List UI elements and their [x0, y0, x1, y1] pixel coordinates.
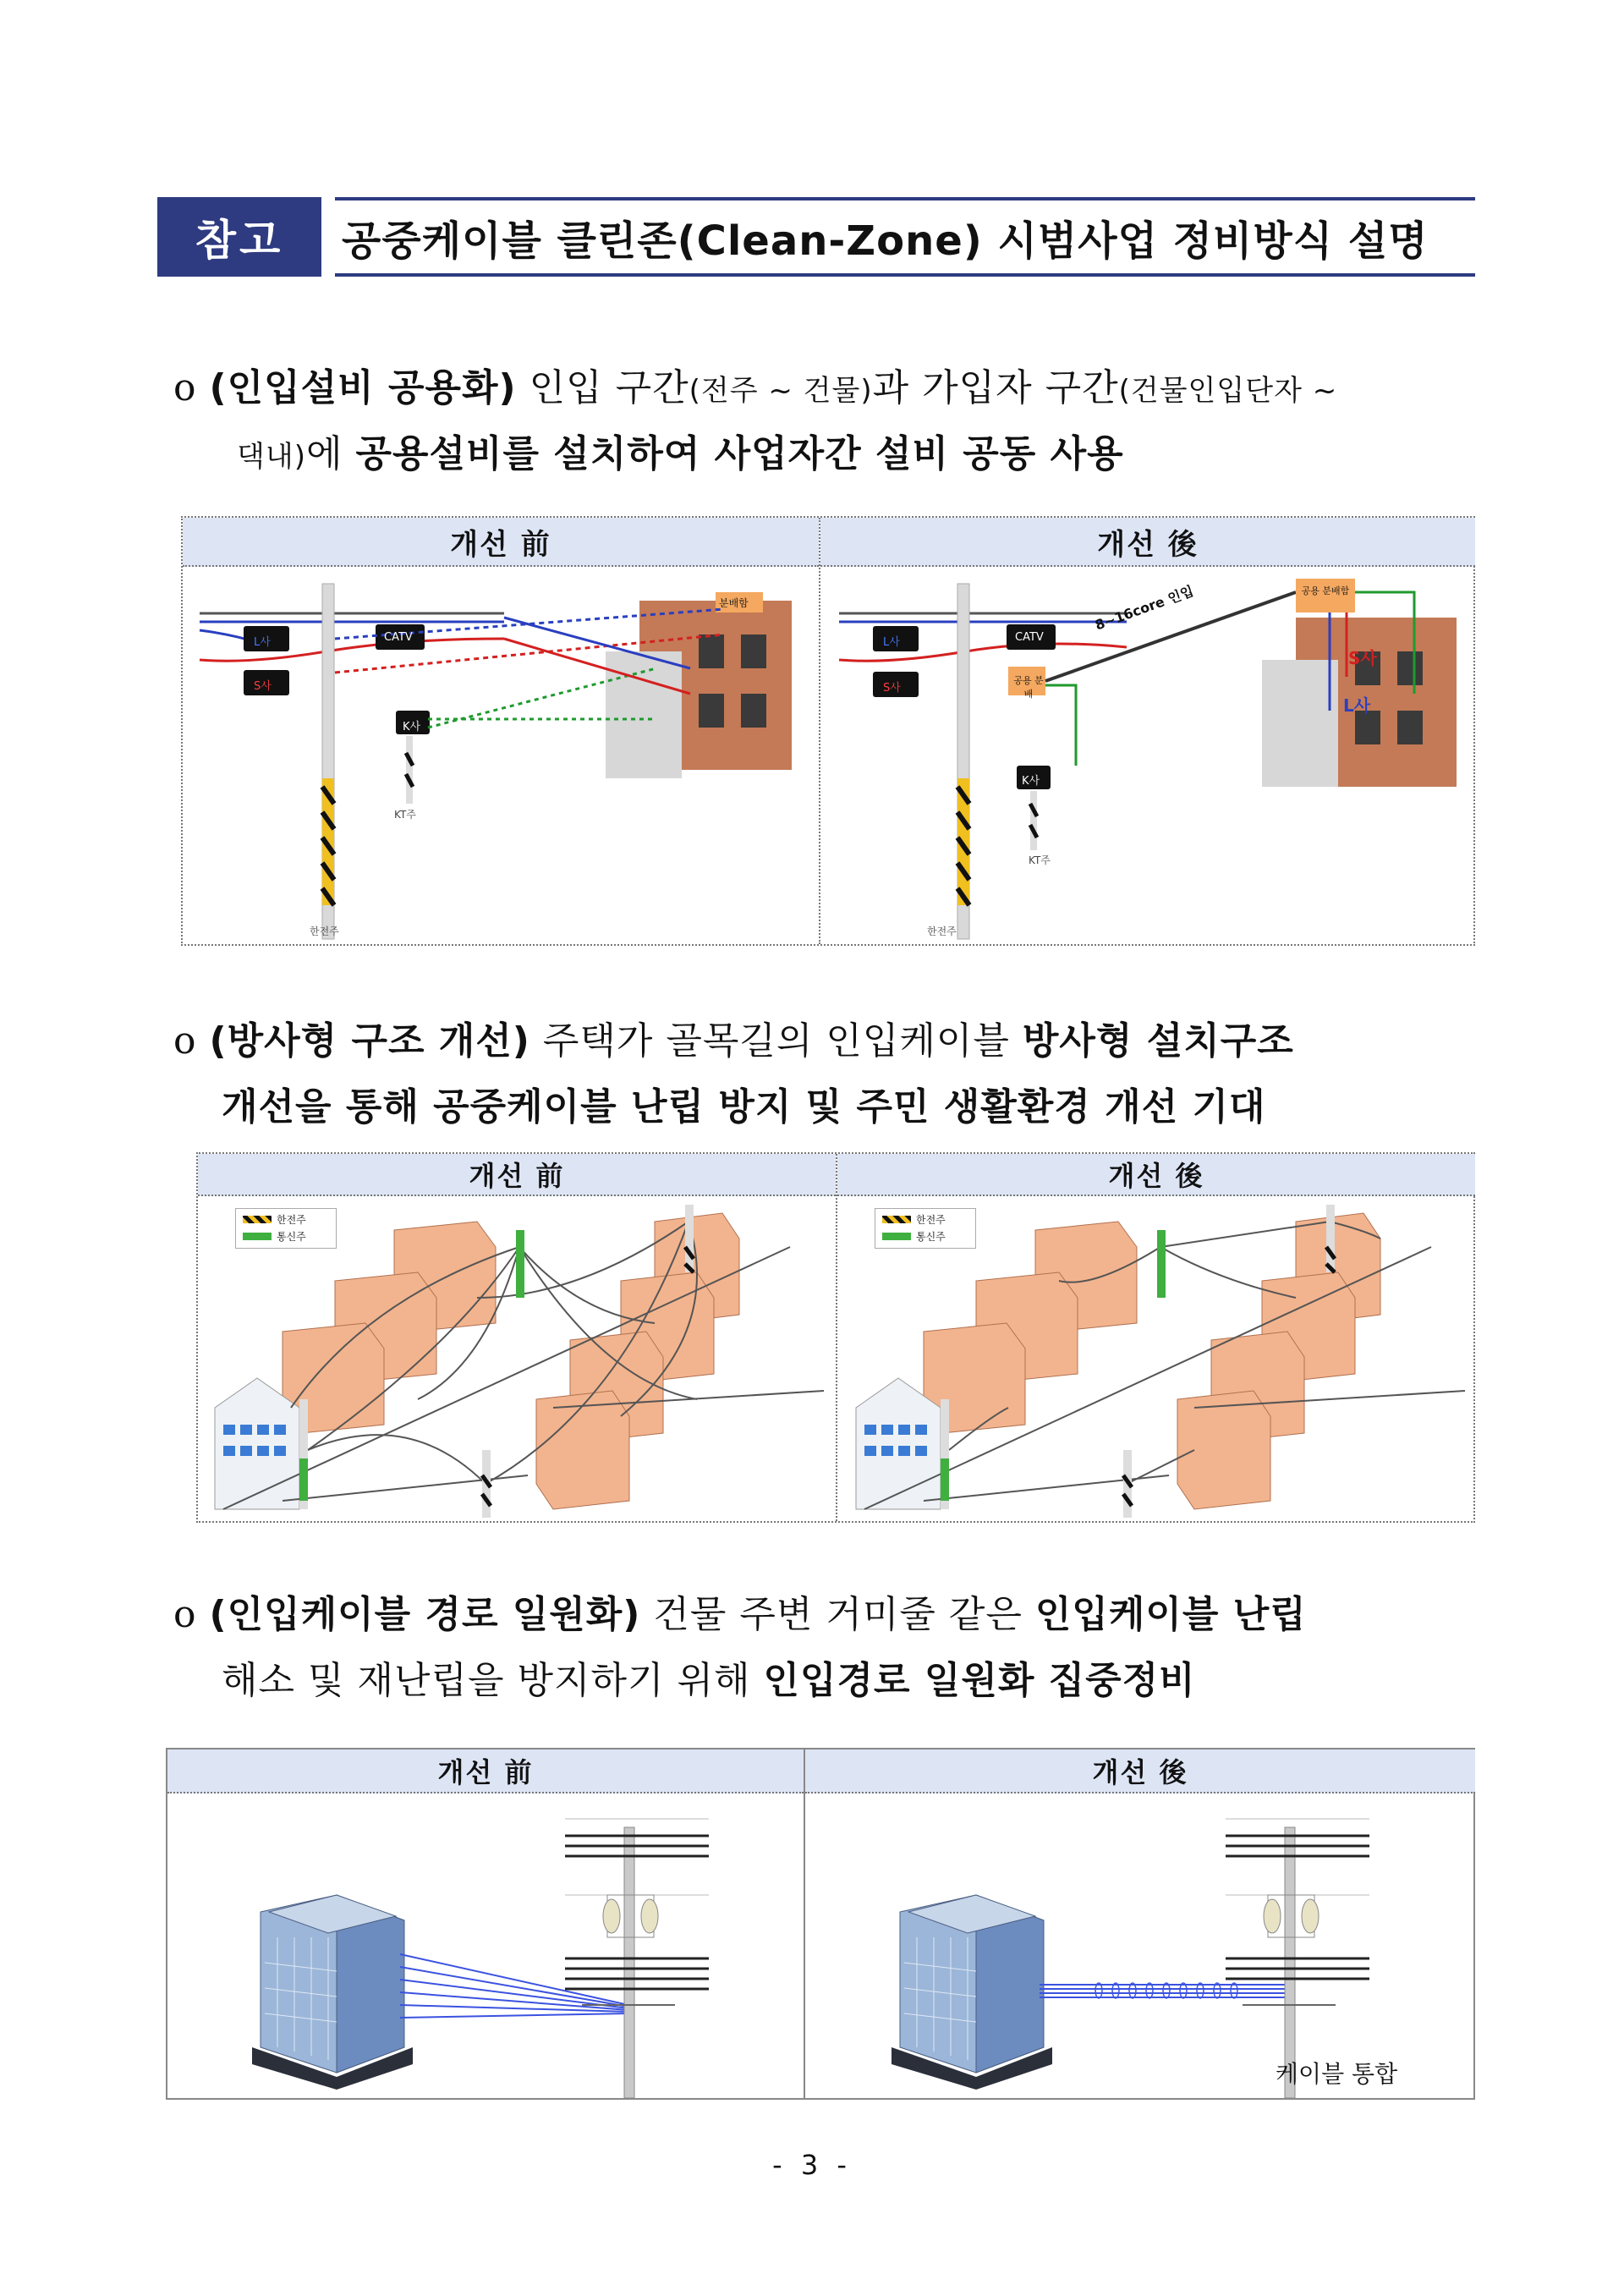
- legend-label: 한전주: [916, 1214, 946, 1226]
- section-3-line-1: [173, 1582, 1476, 1648]
- section-text: 해소 및 재난립을 방지하기 위해: [222, 1659, 751, 1702]
- before-header: 개선 前: [198, 1154, 836, 1196]
- after-illustration-street: [839, 1196, 1475, 1521]
- legend-label: 한전주: [277, 1214, 306, 1226]
- diagram-label: 공용 분배: [1013, 675, 1044, 700]
- section-heading: (방사형 구조 개선): [209, 1019, 530, 1063]
- section-text: 주택가 골목길의 인입케이블: [542, 1019, 1010, 1063]
- section-note: (건물인입단자 ~: [1118, 374, 1338, 408]
- page-title-text: 공중케이블 클린존(Clean-Zone) 시범사업 정비방식 설명: [342, 217, 1429, 265]
- figure-caption: 케이블 통합: [1276, 2060, 1398, 2088]
- diagram-label: L사: [883, 636, 900, 649]
- diagram-label: 한전주: [310, 926, 339, 937]
- after-header: 개선 後: [837, 1154, 1475, 1196]
- diagram-label: L사: [254, 636, 271, 649]
- diagram-label: L사: [1343, 695, 1371, 716]
- diagram-label: S사: [1348, 648, 1377, 668]
- section-note: (전주 ~ 건물): [689, 374, 873, 408]
- after-header: 개선 後: [805, 1749, 1475, 1793]
- section-2-line-1: [173, 1008, 1476, 1074]
- section-note: 댁내): [237, 440, 306, 474]
- reference-badge: 참고: [157, 197, 321, 277]
- diagram-label: S사: [883, 682, 901, 695]
- section-emphasis: 공용설비를 설치하여 사업자간 설비 공동 사용: [355, 432, 1124, 475]
- section-text: 인입 구간: [529, 366, 689, 409]
- before-header: 개선 前: [167, 1749, 804, 1793]
- diagram-label: 분배함: [719, 597, 749, 609]
- diagram-label: 공용 분배함: [1301, 585, 1350, 596]
- section-heading: (인입케이블 경로 일원화): [209, 1593, 641, 1636]
- table-divider: [804, 1749, 805, 2098]
- section-emphasis: 개선을 통해 공중케이블 난립 방지 및 주민 생활환경 개선 기대: [222, 1085, 1266, 1129]
- diagram-label: CATV: [384, 631, 413, 644]
- after-header: 개선 後: [820, 518, 1475, 567]
- section-text: 건물 주변 거미줄 같은: [653, 1593, 1023, 1636]
- legend-label: 통신주: [277, 1231, 306, 1243]
- diagram-label: S사: [254, 680, 272, 693]
- section-2-line-2: [222, 1074, 1473, 1140]
- section-emphasis: 방사형 설치구조: [1022, 1019, 1294, 1063]
- before-header: 개선 前: [183, 518, 819, 567]
- section-1-line-1: [173, 355, 1476, 424]
- diagram-label: KT주: [1029, 854, 1051, 866]
- section-emphasis: 인입케이블 난립: [1034, 1593, 1307, 1636]
- diagram-label: 8~16core 인입: [1093, 582, 1196, 634]
- bullet-marker: o: [173, 1593, 197, 1636]
- diagram-label: K사: [403, 721, 421, 733]
- page-number: - 3 -: [772, 2149, 852, 2181]
- after-illustration-building: [807, 1793, 1473, 2098]
- section-text: 에: [305, 432, 343, 475]
- after-illustration-poles: [822, 567, 1473, 944]
- section-3-line-2: [222, 1648, 1473, 1714]
- diagram-label: 한전주: [927, 926, 957, 937]
- before-illustration-building: [167, 1793, 802, 2098]
- comparison-table-1: [181, 516, 1475, 946]
- bullet-marker: o: [173, 1019, 197, 1063]
- comparison-table-3: [166, 1748, 1475, 2100]
- section-text: 과 가입자 구간: [872, 366, 1119, 409]
- page-title: [335, 197, 1475, 277]
- before-illustration-street: [198, 1196, 834, 1521]
- legend-label: 통신주: [916, 1231, 946, 1243]
- table-divider: [819, 518, 820, 944]
- bullet-marker: o: [173, 366, 197, 409]
- table-divider: [836, 1154, 837, 1521]
- section-1-line-2: [237, 421, 1480, 490]
- section-heading: (인입설비 공용화): [209, 366, 517, 409]
- before-illustration-poles: [183, 567, 817, 944]
- diagram-label: CATV: [1015, 631, 1044, 644]
- comparison-table-2: [196, 1152, 1475, 1523]
- section-emphasis: 인입경로 일원화 집중정비: [763, 1659, 1196, 1702]
- diagram-label: K사: [1022, 775, 1040, 788]
- diagram-label: KT주: [394, 809, 416, 821]
